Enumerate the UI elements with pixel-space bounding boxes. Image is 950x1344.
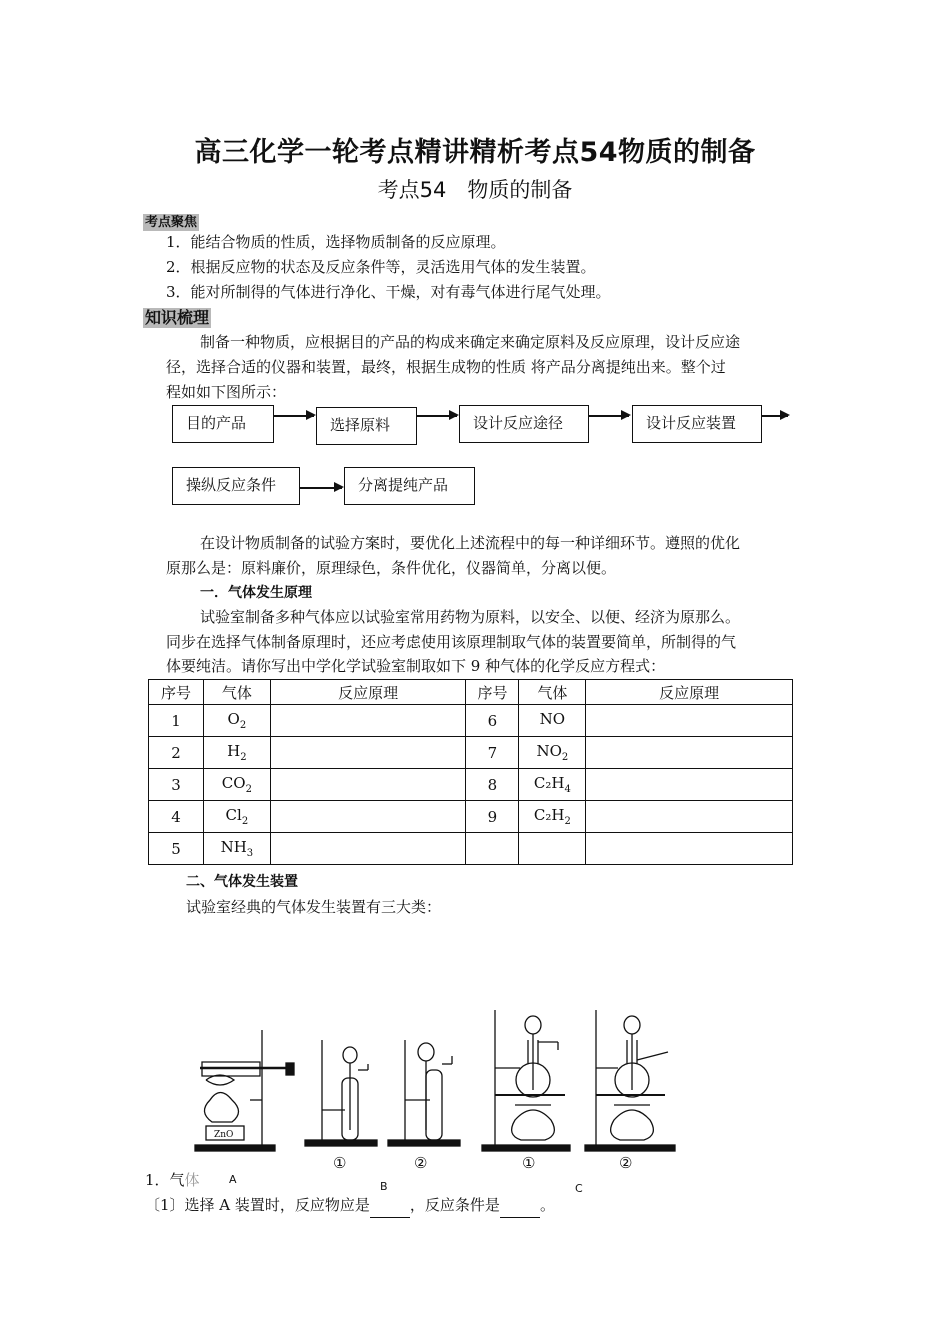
header-gas: 气体 bbox=[519, 680, 586, 705]
label-a: A bbox=[229, 1173, 237, 1186]
table-row bbox=[149, 705, 793, 737]
flow-box-route: 设计反应途径 bbox=[459, 405, 589, 443]
section1-line-1: 试验室制备多种气体应以试验室常用药物为原料，以安全、以便、经济为原那么。 bbox=[200, 608, 741, 626]
table-header-row bbox=[149, 680, 793, 705]
section1-line-2: 同步在选择气体制备原理时，还应考虑使用该原理制取气体的装置要简单，所制得的气 bbox=[166, 633, 737, 651]
flow-box-separation: 分离提纯产品 bbox=[344, 467, 475, 505]
reaction-cell[interactable] bbox=[586, 801, 793, 833]
flow-box-apparatus: 设计反应装置 bbox=[632, 405, 762, 443]
header-principle: 反应原理 bbox=[270, 680, 466, 705]
section1-heading: 一．气体发生原理 bbox=[200, 585, 312, 601]
intro-line-3: 程如如下图所示： bbox=[166, 383, 287, 401]
apparatus-c2-icon bbox=[585, 1010, 675, 1151]
flow-box-conditions: 操纵反应条件 bbox=[172, 467, 300, 505]
reaction-cell[interactable] bbox=[270, 801, 466, 833]
row-no: 6 bbox=[466, 705, 519, 737]
gas-formula: $CO_2$ bbox=[203, 769, 270, 801]
row-no: 4 bbox=[149, 801, 204, 833]
gas-formula: $NH_3$ bbox=[203, 833, 270, 865]
row-no: 8 bbox=[466, 769, 519, 801]
apparatus-b1-icon bbox=[305, 1040, 377, 1146]
reaction-cell[interactable] bbox=[270, 769, 466, 801]
flow-box-material: 选择原料 bbox=[316, 407, 417, 445]
table-row bbox=[149, 769, 793, 801]
focus-item-3: 3．能对所制得的气体进行净化、干燥，对有毒气体进行尾气处理。 bbox=[166, 283, 611, 301]
reactant-blank[interactable] bbox=[370, 1201, 410, 1218]
flow-arrow bbox=[762, 415, 788, 417]
reaction-cell[interactable] bbox=[270, 833, 466, 865]
header-gas: 气体 bbox=[203, 680, 270, 705]
row-no: 1 bbox=[149, 705, 204, 737]
flow-arrow bbox=[300, 487, 342, 489]
table-row bbox=[149, 833, 793, 865]
gas-formula: $C_2H_2$ bbox=[519, 801, 586, 833]
gas-formula: $H_2$ bbox=[203, 737, 270, 769]
gas-formula: NO bbox=[519, 705, 586, 737]
row-no: 9 bbox=[466, 801, 519, 833]
flow-arrow bbox=[417, 415, 457, 417]
reaction-cell[interactable] bbox=[586, 737, 793, 769]
reaction-cell[interactable] bbox=[270, 705, 466, 737]
empty-cell bbox=[586, 833, 793, 865]
bottom-line-1: 1．气体 bbox=[145, 1171, 200, 1189]
header-principle: 反应原理 bbox=[586, 680, 793, 705]
flow-arrow bbox=[274, 415, 314, 417]
table-row bbox=[149, 737, 793, 769]
page-subtitle: 考点54 物质的制备 bbox=[377, 178, 573, 202]
bottom-line-2: 〔1〕选择 A 装置时，反应物应是 ，反应条件是 。 bbox=[145, 1193, 555, 1218]
svg-text:ZnO: ZnO bbox=[214, 1130, 234, 1140]
empty-cell bbox=[519, 833, 586, 865]
page-title: 高三化学一轮考点精讲精析考点54物质的制备 bbox=[194, 137, 756, 168]
intro-line-2: 径，选择合适的仪器和装置，最终，根据生成物的性质 将产品分离提纯出来。整个过 bbox=[166, 358, 726, 376]
label-b: B bbox=[380, 1180, 388, 1193]
apparatus-c1-icon bbox=[482, 1010, 570, 1151]
row-no: 2 bbox=[149, 737, 204, 769]
design-line-1: 在设计物质制备的试验方案时，要优化上述流程中的每一种详细环节。遵照的优化 bbox=[200, 534, 741, 552]
row-no: 7 bbox=[466, 737, 519, 769]
design-line-2: 原那么是：原料廉价，原理绿色，条件优化，仪器简单，分离以便。 bbox=[166, 559, 617, 577]
header-no: 序号 bbox=[149, 680, 204, 705]
gas-formula: $C_2H_4$ bbox=[519, 769, 586, 801]
row-no: 3 bbox=[149, 769, 204, 801]
gas-reaction-table bbox=[148, 679, 793, 865]
section2-heading: 二、气体发生装置 bbox=[186, 874, 298, 890]
circle-label-4: ② bbox=[619, 1154, 633, 1172]
gas-formula: $Cl_2$ bbox=[203, 801, 270, 833]
condition-blank[interactable] bbox=[500, 1201, 540, 1218]
flow-arrow bbox=[589, 415, 629, 417]
reaction-cell[interactable] bbox=[270, 737, 466, 769]
intro-line-1: 制备一种物质，应根据目的产品的构成来确定来确定原料及反应原理，设计反应途 bbox=[200, 333, 741, 351]
circle-label-2: ② bbox=[414, 1154, 428, 1172]
focus-item-2: 2．根据反应物的状态及反应条件等，灵活选用气体的发生装置。 bbox=[166, 258, 596, 276]
header-no: 序号 bbox=[466, 680, 519, 705]
circle-label-1: ① bbox=[333, 1154, 347, 1172]
circle-label-3: ① bbox=[522, 1154, 536, 1172]
empty-cell bbox=[466, 833, 519, 865]
row-no: 5 bbox=[149, 833, 204, 865]
gas-formula: $NO_2$ bbox=[519, 737, 586, 769]
flow-box-product: 目的产品 bbox=[172, 405, 274, 443]
label-c: C bbox=[575, 1182, 583, 1195]
gas-formula: $O_2$ bbox=[203, 705, 270, 737]
section2-line: 试验室经典的气体发生装置有三大类： bbox=[186, 898, 442, 916]
apparatus-a-icon bbox=[195, 1030, 294, 1151]
apparatus-figure bbox=[190, 1000, 690, 1175]
focus-tag: 考点聚焦 bbox=[145, 215, 198, 230]
apparatus-b2-icon bbox=[388, 1040, 460, 1146]
section1-line-3: 体要纯洁。请你写出中学化学试验室制取如下 9 种气体的化学反应方程式： bbox=[166, 657, 666, 675]
reaction-cell[interactable] bbox=[586, 705, 793, 737]
reaction-cell[interactable] bbox=[586, 769, 793, 801]
focus-item-1: 1．能结合物质的性质，选择物质制备的反应原理。 bbox=[166, 233, 506, 251]
table-row bbox=[149, 801, 793, 833]
knowledge-tag: 知识梳理 bbox=[145, 308, 210, 327]
